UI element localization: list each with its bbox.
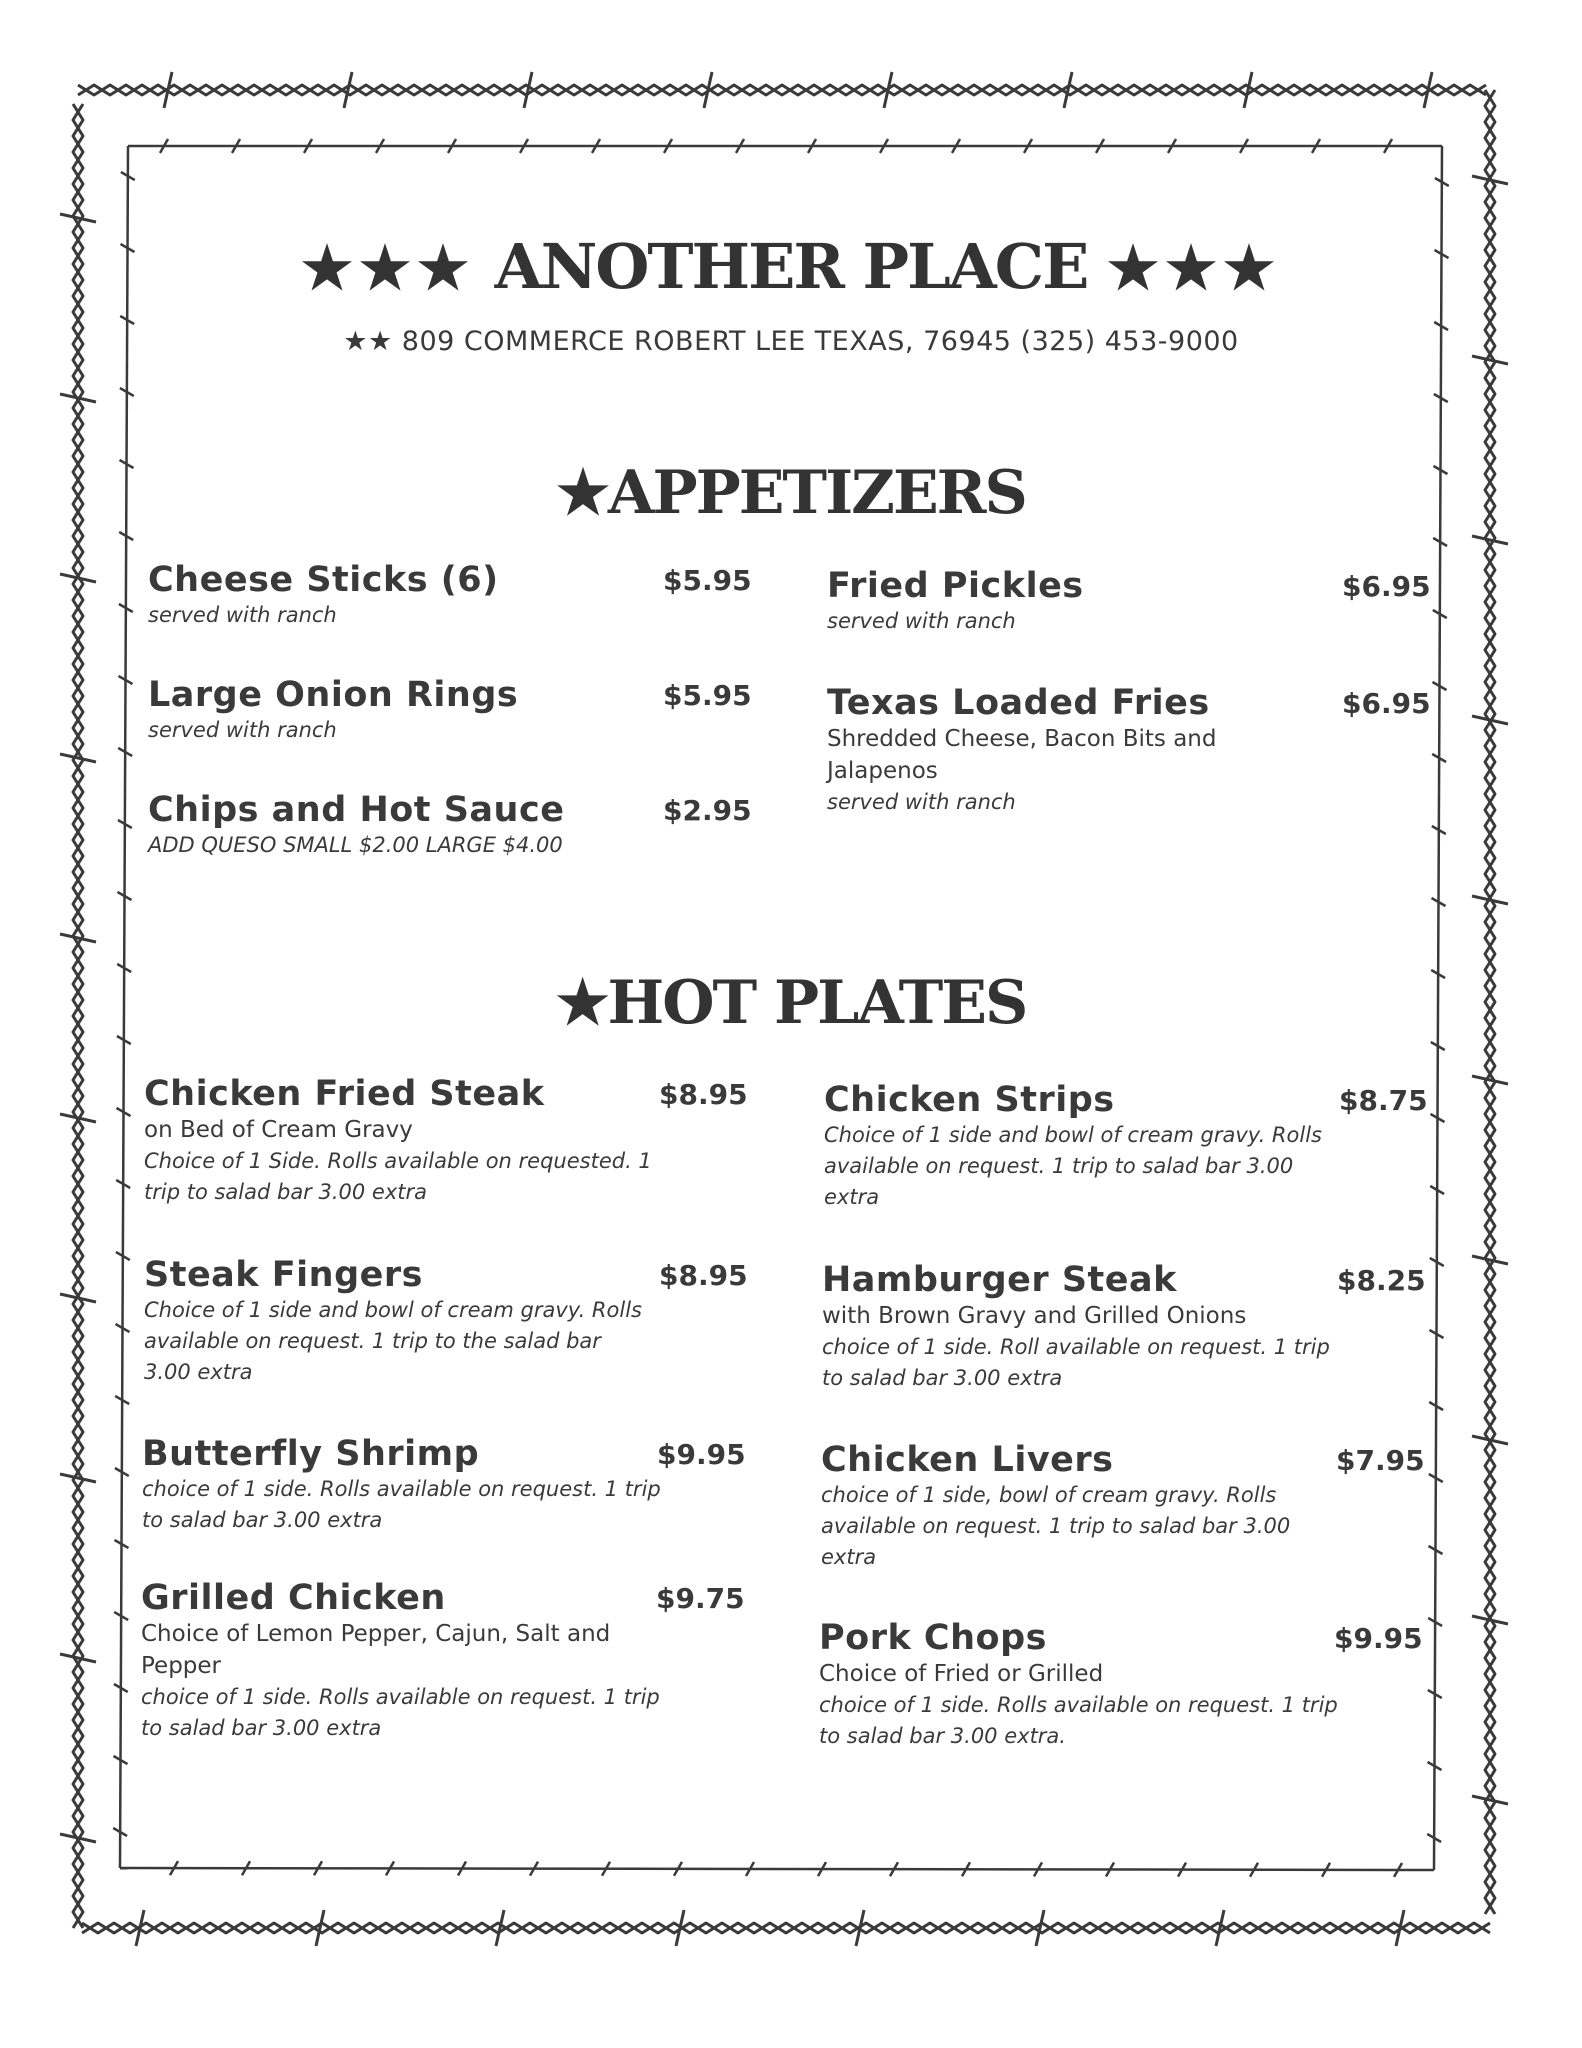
restaurant-name: ANOTHER PLACE [494,230,1088,303]
item-name: Chips and Hot Sauce [148,790,565,830]
menu-item [824,1080,1428,1213]
star-icon: ★★★ [1106,234,1281,302]
item-note: Choice of 1 Side. Rolls available on requested. 1 trip to salad bar 3.00 extra [144,1149,652,1204]
item-note: served with ranch [827,790,1016,814]
item-name: Fried Pickles [827,566,1084,606]
item-price: $6.95 [1342,570,1431,603]
page-title [0,230,1582,303]
address-text: 809 COMMERCE ROBERT LEE TEXAS, 76945 (325) 453-9000 [401,326,1239,357]
item-name: Chicken Fried Steak [144,1074,545,1114]
item-name: Texas Loaded Fries [827,683,1210,723]
item-price: $5.95 [663,679,752,712]
address-line [0,326,1582,357]
item-note: choice of 1 side. Rolls available on request. 1 trip to salad bar 3.00 extra. [819,1693,1338,1748]
item-note: served with ranch [148,603,337,627]
item-price: $9.95 [1334,1622,1423,1655]
item-note: choice of 1 side. Rolls available on request. 1 trip to salad bar 3.00 extra [141,1685,660,1740]
item-price: $5.95 [663,564,752,597]
item-price: $8.95 [659,1078,748,1111]
item-price: $2.95 [663,794,752,827]
item-note: choice of 1 side, bowl of cream gravy. Rolls available on request. 1 trip to salad bar 3.00 extra [821,1483,1291,1569]
star-icon: ★★ [343,326,393,357]
item-price: $8.75 [1339,1084,1428,1117]
item-description: with Brown Gravy and Grilled Onions [822,1303,1247,1329]
item-price: $8.95 [659,1259,748,1292]
item-name: Large Onion Rings [148,675,519,715]
star-icon: ★★★ [301,234,475,302]
menu-item [822,1260,1426,1394]
item-price: $7.95 [1336,1444,1425,1477]
hot-plates-heading [0,968,1582,1038]
appetizers-title: APPETIZERS [607,458,1026,528]
item-note: ADD QUESO SMALL $2.00 LARGE $4.00 [148,833,563,857]
item-description: on Bed of Cream Gravy [144,1117,413,1143]
item-name: Chicken Strips [824,1080,1115,1120]
item-note: choice of 1 side. Rolls available on request. 1 trip to salad bar 3.00 extra [142,1477,661,1532]
menu-item [144,1074,748,1208]
item-name: Cheese Sticks (6) [148,560,499,600]
item-price: $6.95 [1342,687,1431,720]
item-description: Choice of Lemon Pepper, Cajun, Salt and Pepper [141,1621,611,1679]
menu-item [142,1434,746,1536]
item-name: Hamburger Steak [822,1260,1177,1300]
menu-item [827,566,1431,637]
item-name: Steak Fingers [144,1255,423,1295]
star-icon: ★ [556,458,608,528]
menu-item [148,560,752,631]
item-name: Butterfly Shrimp [142,1434,480,1474]
item-price: $8.25 [1337,1264,1426,1297]
menu-item [819,1618,1423,1752]
hot-plates-title: HOT PLATES [607,968,1027,1038]
menu-item [141,1578,745,1744]
menu-item [148,675,752,746]
item-note: choice of 1 side. Roll available on request. 1 trip to salad bar 3.00 extra [822,1335,1330,1390]
item-note: served with ranch [827,609,1016,633]
item-name: Chicken Livers [821,1440,1114,1480]
item-name: Grilled Chicken [141,1578,446,1618]
menu-item [148,790,752,861]
item-description: Choice of Fried or Grilled [819,1661,1104,1687]
menu-item [144,1255,748,1388]
appetizers-heading [0,458,1582,528]
item-price: $9.95 [657,1438,746,1471]
item-note: Choice of 1 side and bowl of cream gravy. Rolls available on request. 1 trip to the salad bar 3.00 extra [144,1298,642,1384]
item-name: Pork Chops [819,1618,1047,1658]
item-price: $9.75 [656,1582,745,1615]
menu-item [821,1440,1425,1573]
item-description: Shredded Cheese, Bacon Bits and Jalapenos [827,726,1217,784]
item-note: served with ranch [148,718,337,742]
menu-item [827,683,1431,818]
star-icon: ★ [555,968,608,1038]
item-note: Choice of 1 side and bowl of cream gravy. Rolls available on request. 1 trip to salad bar 3.00 extra [824,1123,1322,1209]
